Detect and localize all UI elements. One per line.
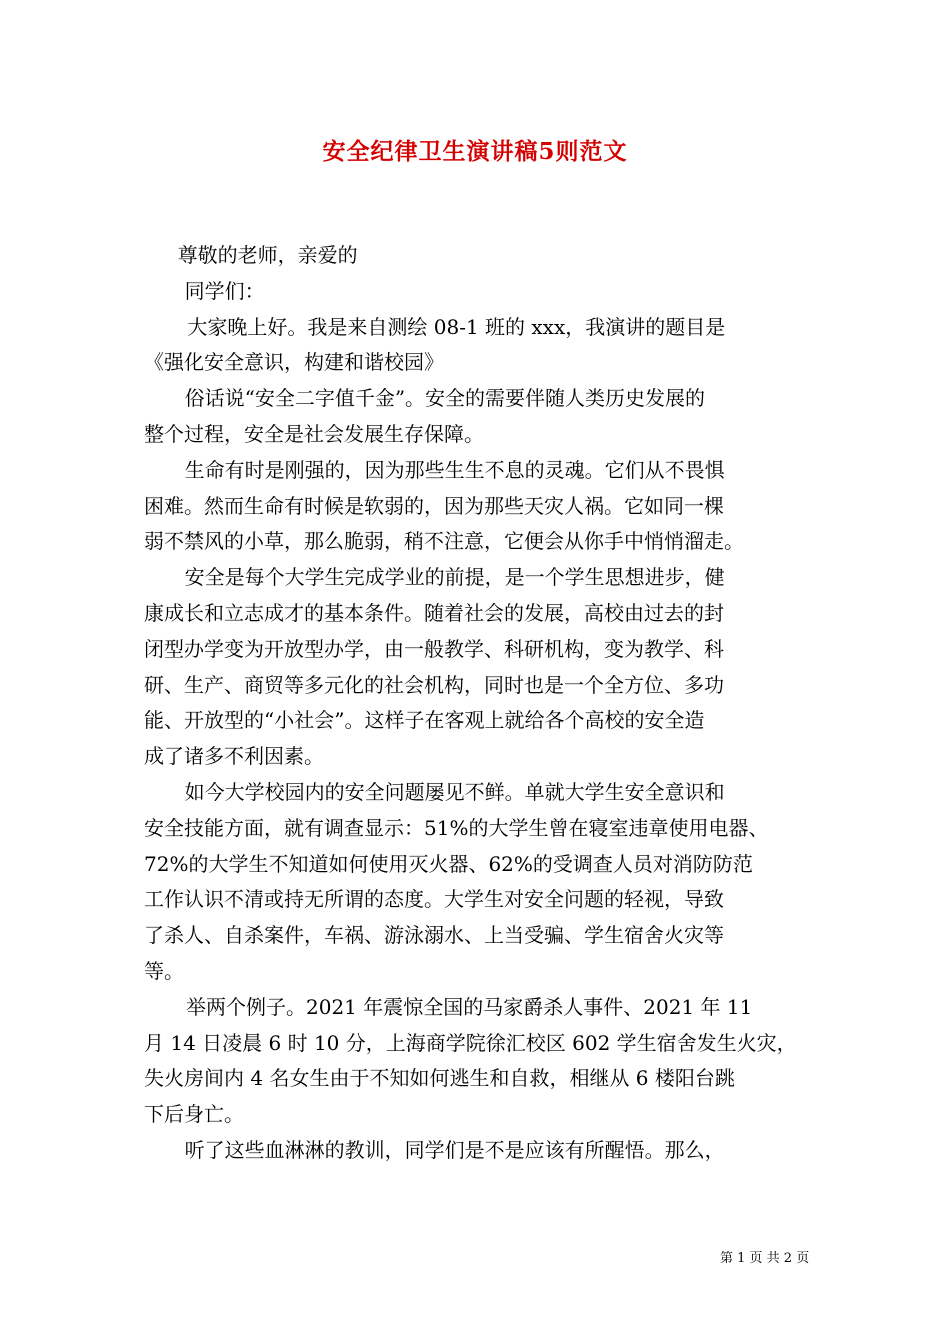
text-line: 俗话说“安全二字值千金”。安全的需要伴随人类历史发展的 — [184, 386, 706, 411]
text-line: 尊敬的老师，亲爱的 — [177, 243, 358, 267]
text-line: 成了诸多不利因素。 — [144, 744, 324, 769]
text-line: 研、生产、商贸等多元化的社会机构，同时也是一个全方位、多功 — [144, 672, 724, 697]
text-line: 能、开放型的“小社会”。这样子在客观上就给各个高校的安全造 — [144, 708, 705, 733]
text-line: 听了这些血淋淋的教训，同学们是不是应该有所醒悟。那么， — [184, 1137, 725, 1162]
document-body — [144, 238, 810, 1169]
text-line: 72%的大学生不知道如何使用灭火器、62%的受调查人员对消防防范 — [144, 851, 753, 876]
text-line: 《强化安全意识，构建和谐校园》 — [144, 350, 444, 375]
text-line: 月 14 日凌晨 6 时 10 分，上海商学院徐汇校区 602 学生宿舍发生火灾， — [144, 1030, 797, 1055]
text-line: 整个过程，安全是社会发展生存保障。 — [144, 421, 484, 446]
text-line: 举两个例子。2021 年震惊全国的马家爵杀人事件、2021 年 11 — [186, 994, 753, 1019]
text-line: 失火房间内 4 名女生由于不知如何逃生和自救，相继从 6 楼阳台跳 — [144, 1066, 735, 1091]
text-line: 如今大学校园内的安全问题屡见不鲜。单就大学生安全意识和 — [184, 779, 725, 804]
text-line: 同学们： — [184, 278, 265, 303]
text-line: 弱不禁风的小草，那么脆弱，稍不注意，它便会从你手中悄悄溜走。 — [144, 529, 744, 554]
text-line: 下后身亡。 — [144, 1102, 244, 1127]
text-line: 大家晚上好。我是来自测绘 08-1 班的 xxx，我演讲的题目是 — [187, 314, 726, 339]
text-line: 安全技能方面，就有调查显示：51%的大学生曾在寝室违章使用电器、 — [144, 815, 769, 840]
text-line: 闭型办学变为开放型办学，由一般教学、科研机构，变为教学、科 — [144, 636, 724, 661]
text-line: 生命有时是刚强的，因为那些生生不息的灵魂。它们从不畏惧 — [184, 457, 725, 482]
text-line: 了杀人、自杀案件，车祸、游泳溺水、上当受骗、学生宿舍火灾等 — [144, 923, 724, 948]
text-line: 等。 — [144, 958, 184, 983]
text-line: 工作认识不清或持无所谓的态度。大学生对安全问题的轻视，导致 — [144, 887, 724, 912]
text-line: 安全是每个大学生完成学业的前提，是一个学生思想进步，健 — [184, 565, 725, 590]
text-line: 康成长和立志成才的基本条件。随着社会的发展，高校由过去的封 — [144, 600, 724, 625]
page-footer: 第 1 页 共 2 页 — [720, 1251, 810, 1266]
text-line: 困难。然而生命有时候是软弱的，因为那些天灾人祸。它如同一棵 — [144, 493, 724, 518]
document-title: 安全纪律卫生演讲稿5则范文 — [322, 138, 628, 165]
